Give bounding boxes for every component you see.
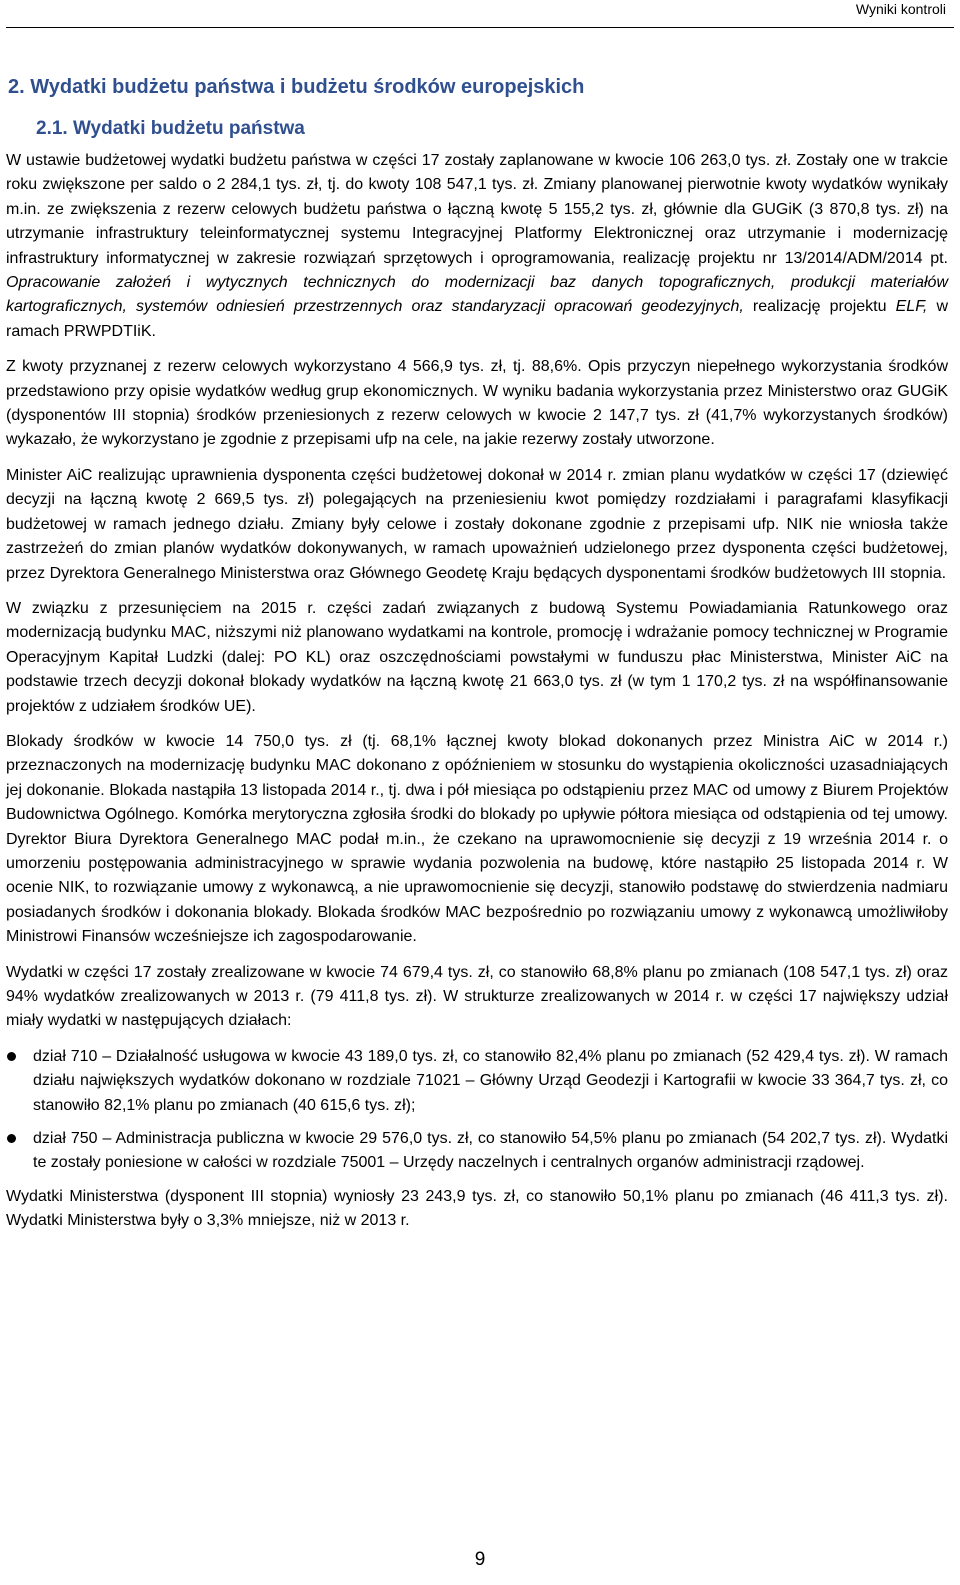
header-divider: [6, 27, 954, 28]
subsection-heading: 2.1. Wydatki budżetu państwa: [36, 118, 305, 139]
section-heading: 2. Wydatki budżetu państwa i budżetu środków europejskich: [8, 76, 585, 98]
list-item-text: dział 750 – Administracja publiczna w kwocie 29 576,0 tys. zł, co stanowiło 54,5% planu po zmianach (54 202,7 tys. zł). Wydatki te zostały poniesione w całości w rozdziale 75001 – Urzędy naczelnych i centralnych organów administracji rządowej.: [33, 1130, 948, 1172]
bullet-icon: [7, 1134, 16, 1143]
paragraph-budget-plan: [6, 149, 948, 344]
list-item-text: dział 710 – Działalność usługowa w kwocie 43 189,0 tys. zł, co stanowiło 82,4% planu po zmianach (52 429,4 tys. zł). W ramach działu największych wydatków dokonano w rozdziale 71021 – Główny Urząd Geodezji i Kartografii w kwocie 33 364,7 tys. zł, co stanowiło 82,1% planu po zmianach (40 615,6 tys. zł);: [33, 1047, 948, 1114]
paragraph-blockades: W związku z przesunięciem na 2015 r. części zadań związanych z budową Systemu Powiadamiania Ratunkowego oraz modernizacją budynku MAC, niższymi niż planowano wydatkami na kontrole, promocję i wdrażanie pomocy technicznej w Programie Operacyjnym Kapitał Ludzki (dalej: PO KL) oraz oszczędnościami powstałymi w funduszu płac Ministerstwa, Minister AiC na podstawie trzech decyzji dokonał blokady wydatków na łączną kwotę 21 663,0 tys. zł (w tym 1 170,2 tys. zł na współfinansowanie projektów z udziałem środków UE).: [6, 599, 948, 715]
running-header: Wyniki kontroli: [855, 1, 946, 17]
paragraph-plan-changes: Minister AiC realizując uprawnienia dysponenta części budżetowej dokonał w 2014 r. zmian planu wydatków w części 17 (dziewięć decyzji na łączną kwotę 2 669,5 tys. zł) polegających na przeniesieniu kwot pomiędzy rozdziałami i paragrafami klasyfikacji budżetowej w ramach jednego działu. Zmiany były celowe i zostały dokonane zgodnie z przepisami ufp. NIK nie wniosła także zastrzeżeń do zmian planów wydatków dokonywanych, w ramach upoważnień udzielonego przez dysponenta części budżetowej, przez Dyrektora Generalnego Ministerstwa oraz Głównego Geodetę Kraju będących dysponentami środków budżetowych III stopnia.: [6, 466, 948, 582]
body-text: [6, 149, 948, 1245]
bullet-icon: [7, 1052, 16, 1061]
list-item: [6, 1127, 948, 1176]
paragraph-text: w ramach PRWPDTIiK.: [6, 298, 949, 340]
paragraph-reserves: Z kwoty przyznanej z rezerw celowych wykorzystano 4 566,9 tys. zł, tj. 88,6%. Opis przyczyn niepełnego wykorzystania środków przedstawiono przy opisie wydatków według grup ekonomicznych. W wyniku badania wykorzystania przez Ministerstwo oraz GUGiK (dysponentów III stopnia) środków przeniesionych z rezerw celowych w kwocie 2 147,7 tys. zł (41,7% wykorzystanych środków) wykazało, że wykorzystano je zgodnie z przepisami ufp na cele, na jakie rezerwy zostały utworzone.: [6, 358, 948, 449]
paragraph-blockade-delay: Blokady środków w kwocie 14 750,0 tys. zł (tj. 68,1% łącznej kwoty blokad dokonanych przez Ministra AiC w 2014 r.) przeznaczonych na modernizację budynku MAC dokonano z opóźnieniem w stosunku do wystąpienia okoliczności uzasadniających jej dokonanie. Blokada nastąpiła 13 listopada 2014 r., tj. dwa i pół miesiąca po odstąpieniu przez MAC od umowy z Biurem Projektów Budownictwa Ogólnego. Komórka merytoryczna zgłosiła środki do blokady po upływie półtora miesiąca od odstąpienia od tej umowy. Dyrektor Biura Dyrektora Generalnego MAC podał m.in., że czekano na uprawomocnienie się decyzji z 19 września 2014 r. o umorzeniu postępowania administracyjnego w sprawie wydania pozwolenia na budowę, które nastąpiło 25 listopada 2014 r. W ocenie NIK, to rozwiązanie umowy z wykonawcą, a nie uprawomocnienie się decyzji, stanowiło podstawę do stwierdzenia nadmiaru posiadanych środków i dokonania blokady. Blokada środków MAC bezpośrednio po rozwiązaniu umowy z wykonawcą umożliwiłoby Ministrowi Finansów wcześniejsze ich zagospodarowanie.: [6, 732, 948, 946]
list-item: [6, 1045, 948, 1118]
paragraph-ministry-expenditure: Wydatki Ministerstwa (dysponent III stopnia) wyniosły 23 243,9 tys. zł, co stanowiło 50,1% planu po zmianach (46 411,3 tys. zł). Wydatki Ministerstwa były o 3,3% mniejsze, niż w 2013 r.: [6, 1187, 948, 1230]
division-list: [6, 1045, 948, 1176]
page-number: 9: [474, 1549, 486, 1570]
project-name-italic: ELF,: [895, 298, 928, 316]
project-title-italic: Opracowanie założeń i wytycznych technicznych do modernizacji baz danych topograficznych, produkcji materiałów kartograficznych, systemów odniesień przestrzennych oraz standaryzacji opracowań geodezyjnych,: [6, 274, 948, 316]
paragraph-expenditure-realization: Wydatki w części 17 zostały zrealizowane w kwocie 74 679,4 tys. zł, co stanowiło 68,8% planu po zmianach (108 547,1 tys. zł) oraz 94% wydatków zrealizowanych w 2013 r. (79 411,8 tys. zł). W strukturze zrealizowanych w 2014 r. w części 17 największy udział miały wydatki w następujących działach:: [6, 963, 948, 1030]
paragraph-text: W ustawie budżetowej wydatki budżetu państwa w części 17 zostały zaplanowane w kwocie 106 263,0 tys. zł. Zostały one w trakcie roku zwiększone per saldo o 2 284,1 tys. zł, tj. do kwoty 108 547,1 tys. zł. Zmiany planowanej pierwotnie kwoty wydatków wynikały m.in. ze zwiększenia z rezerw celowych budżetu państwa o łączną kwotę 5 155,2 tys. zł, głównie dla GUGiK (3 870,8 tys. zł) na utrzymanie infrastruktury teleinformatycznej systemu Integracyjnej Platformy Elektronicznej oraz utrzymanie i modernizację infrastruktury informatycznej w zakresie rozwiązań sprzętowych i oprogramowania, realizację projektu nr 13/2014/ADM/2014 pt.: [6, 152, 948, 267]
paragraph-text: realizację projektu: [743, 298, 896, 316]
